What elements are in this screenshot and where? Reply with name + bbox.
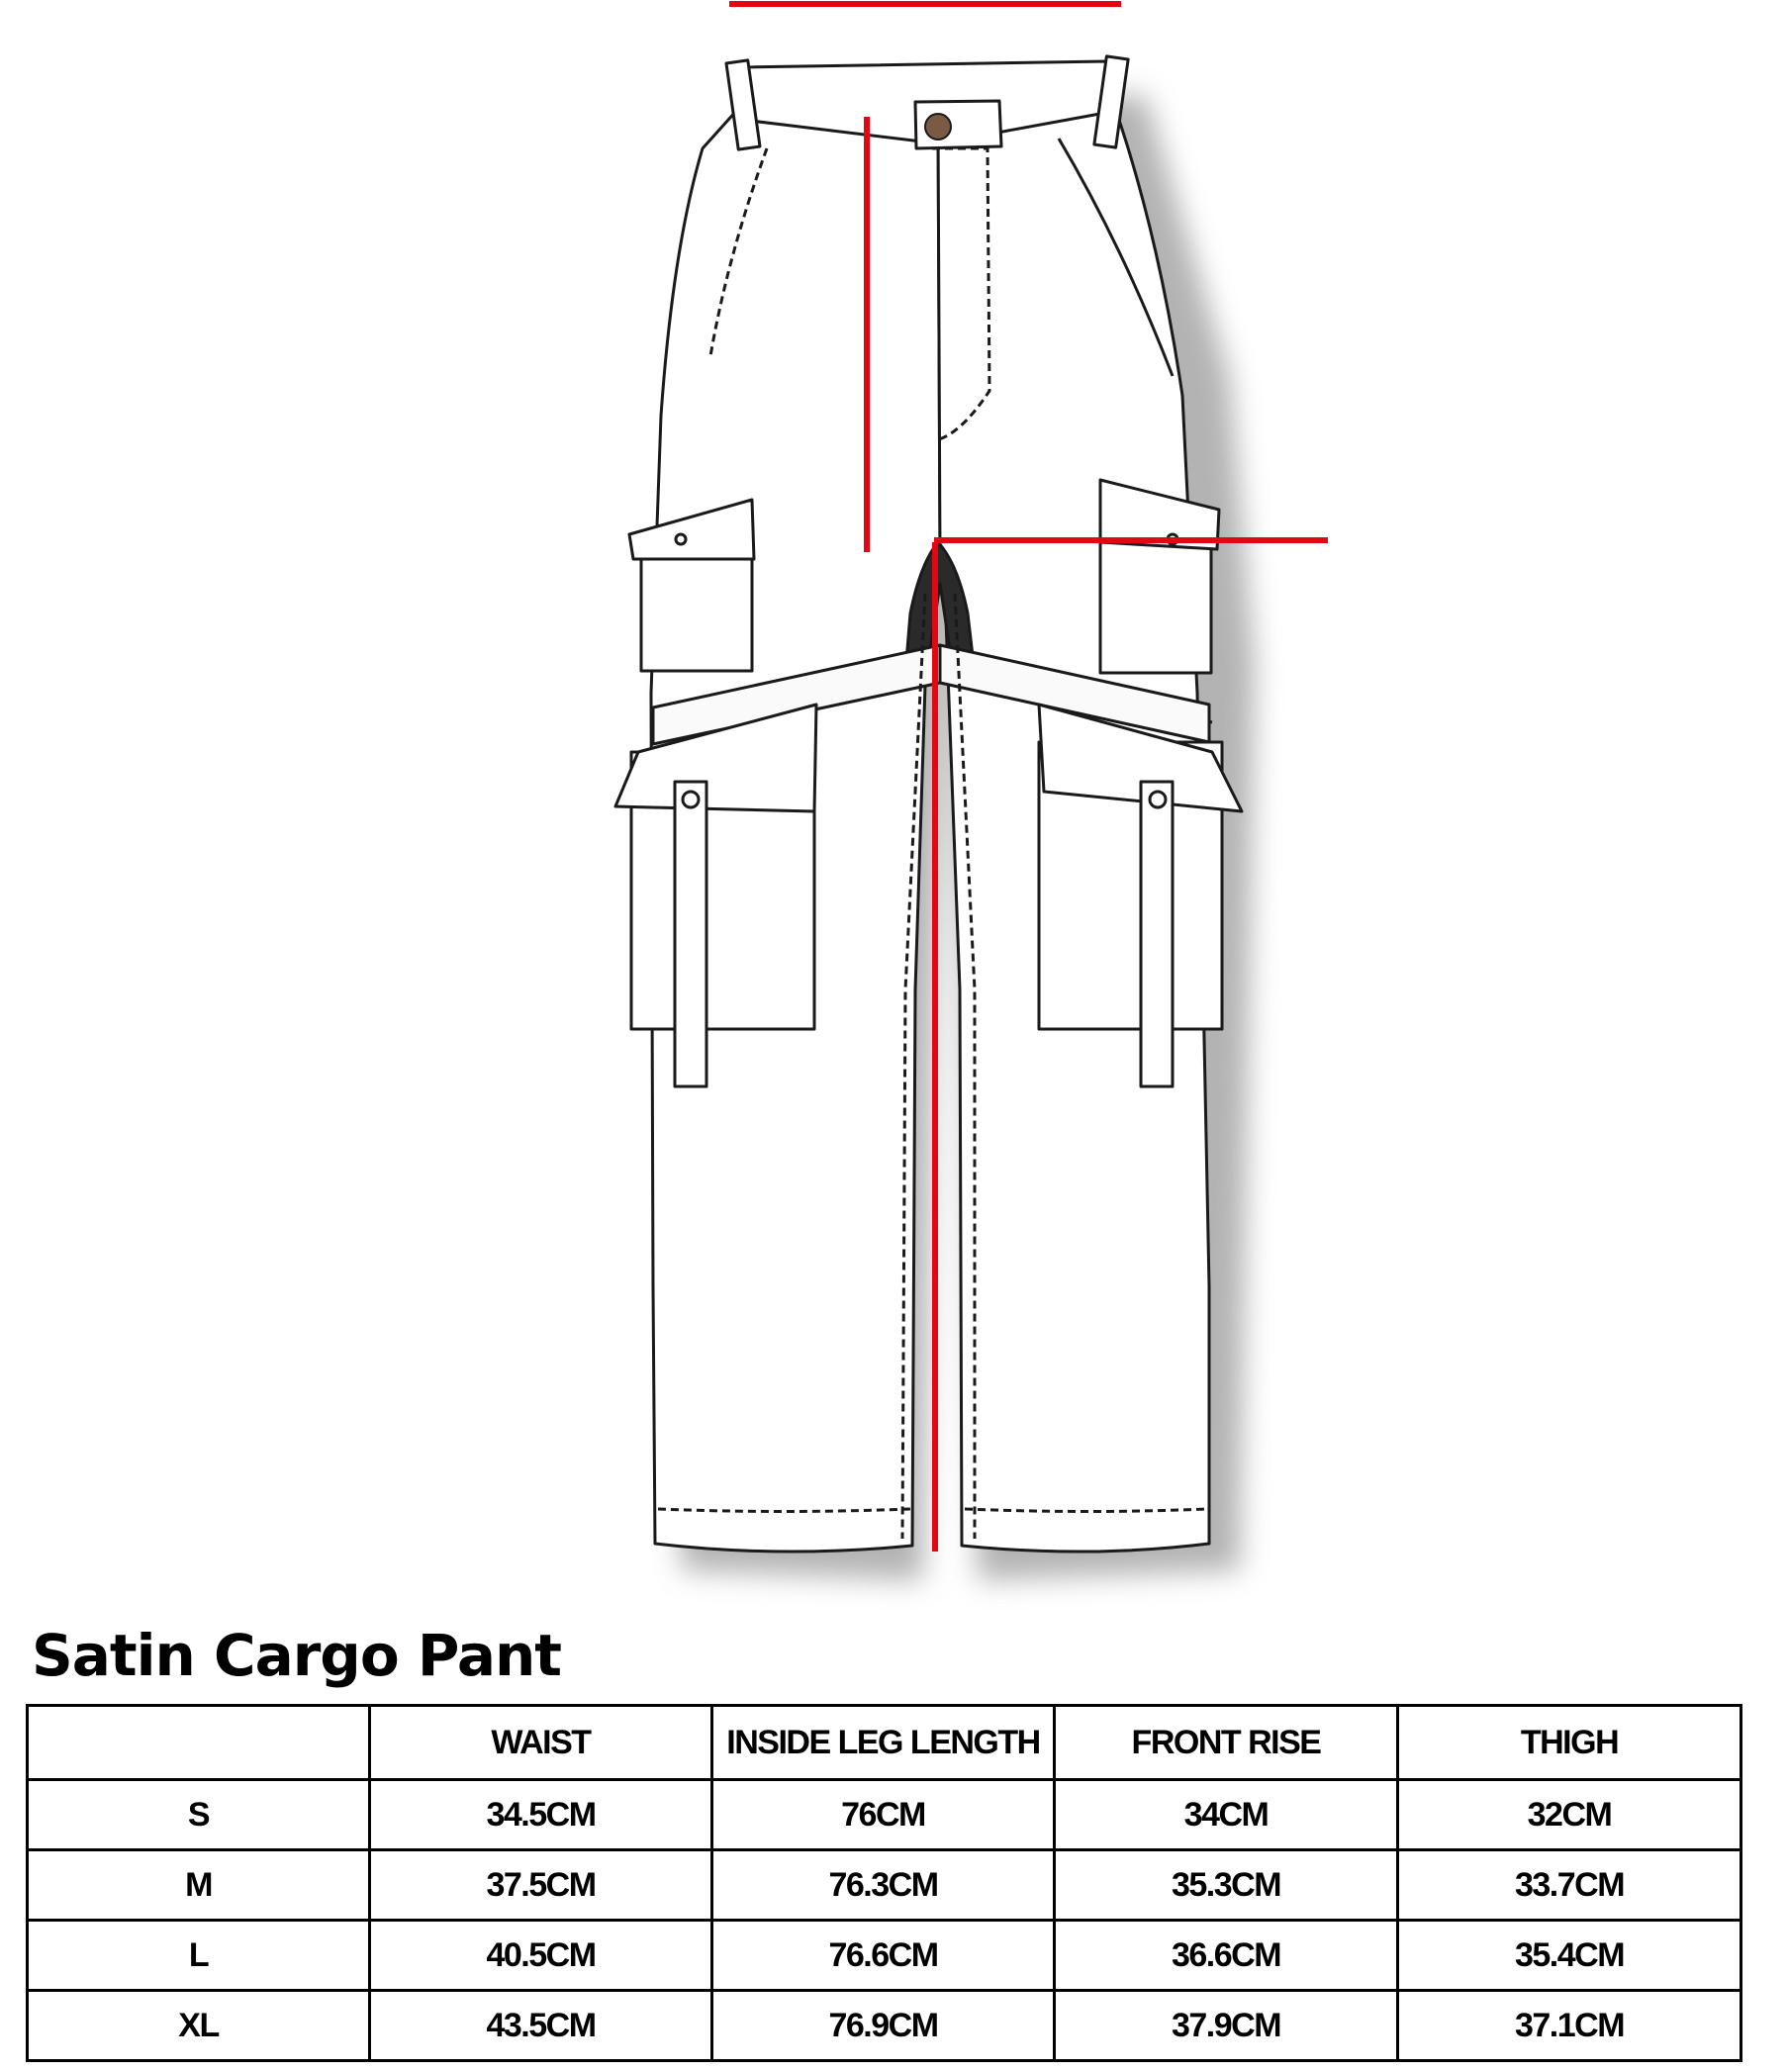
- product-title: Satin Cargo Pant: [32, 1622, 561, 1689]
- front-rise-value: 37.9CM: [1055, 1991, 1398, 2061]
- size-label: L: [28, 1921, 370, 1991]
- size-chart-table: [26, 1704, 1742, 2062]
- thigh-value: 33.7CM: [1398, 1850, 1741, 1921]
- table-header-row: [28, 1706, 1741, 1780]
- lower-pocket-right-strap: [1141, 782, 1173, 1086]
- front-rise-value: 35.3CM: [1055, 1850, 1398, 1921]
- size-label: S: [28, 1780, 370, 1850]
- thigh-value: 37.1CM: [1398, 1991, 1741, 2061]
- waist-value: 34.5CM: [370, 1780, 712, 1850]
- header-waist: WAIST: [370, 1706, 712, 1780]
- lower-pocket-right-snap: [1150, 792, 1166, 807]
- front-rise-value: 36.6CM: [1055, 1921, 1398, 1991]
- waist-value: 40.5CM: [370, 1921, 712, 1991]
- lower-pocket-left-strap: [675, 782, 706, 1086]
- inside-leg-value: 76.6CM: [712, 1921, 1055, 1991]
- header-size: [28, 1706, 370, 1780]
- table-row: [28, 1780, 1741, 1850]
- table-row: [28, 1921, 1741, 1991]
- header-thigh: THIGH: [1398, 1706, 1741, 1780]
- table-row: [28, 1991, 1741, 2061]
- header-front-rise: FRONT RISE: [1055, 1706, 1398, 1780]
- waist-button: [925, 114, 951, 140]
- inside-leg-value: 76.3CM: [712, 1850, 1055, 1921]
- waist-value: 43.5CM: [370, 1991, 712, 2061]
- front-rise-value: 34CM: [1055, 1780, 1398, 1850]
- lower-pocket-left-snap: [683, 792, 699, 807]
- waist-value: 37.5CM: [370, 1850, 712, 1921]
- header-inside-leg-length: INSIDE LEG LENGTH: [712, 1706, 1055, 1780]
- inside-leg-value: 76CM: [712, 1780, 1055, 1850]
- thigh-value: 35.4CM: [1398, 1921, 1741, 1991]
- size-label: XL: [28, 1991, 370, 2061]
- thigh-value: 32CM: [1398, 1780, 1741, 1850]
- size-label: M: [28, 1850, 370, 1921]
- table-row: [28, 1850, 1741, 1921]
- upper-pocket-left-snap: [676, 534, 686, 544]
- inside-leg-value: 76.9CM: [712, 1991, 1055, 2061]
